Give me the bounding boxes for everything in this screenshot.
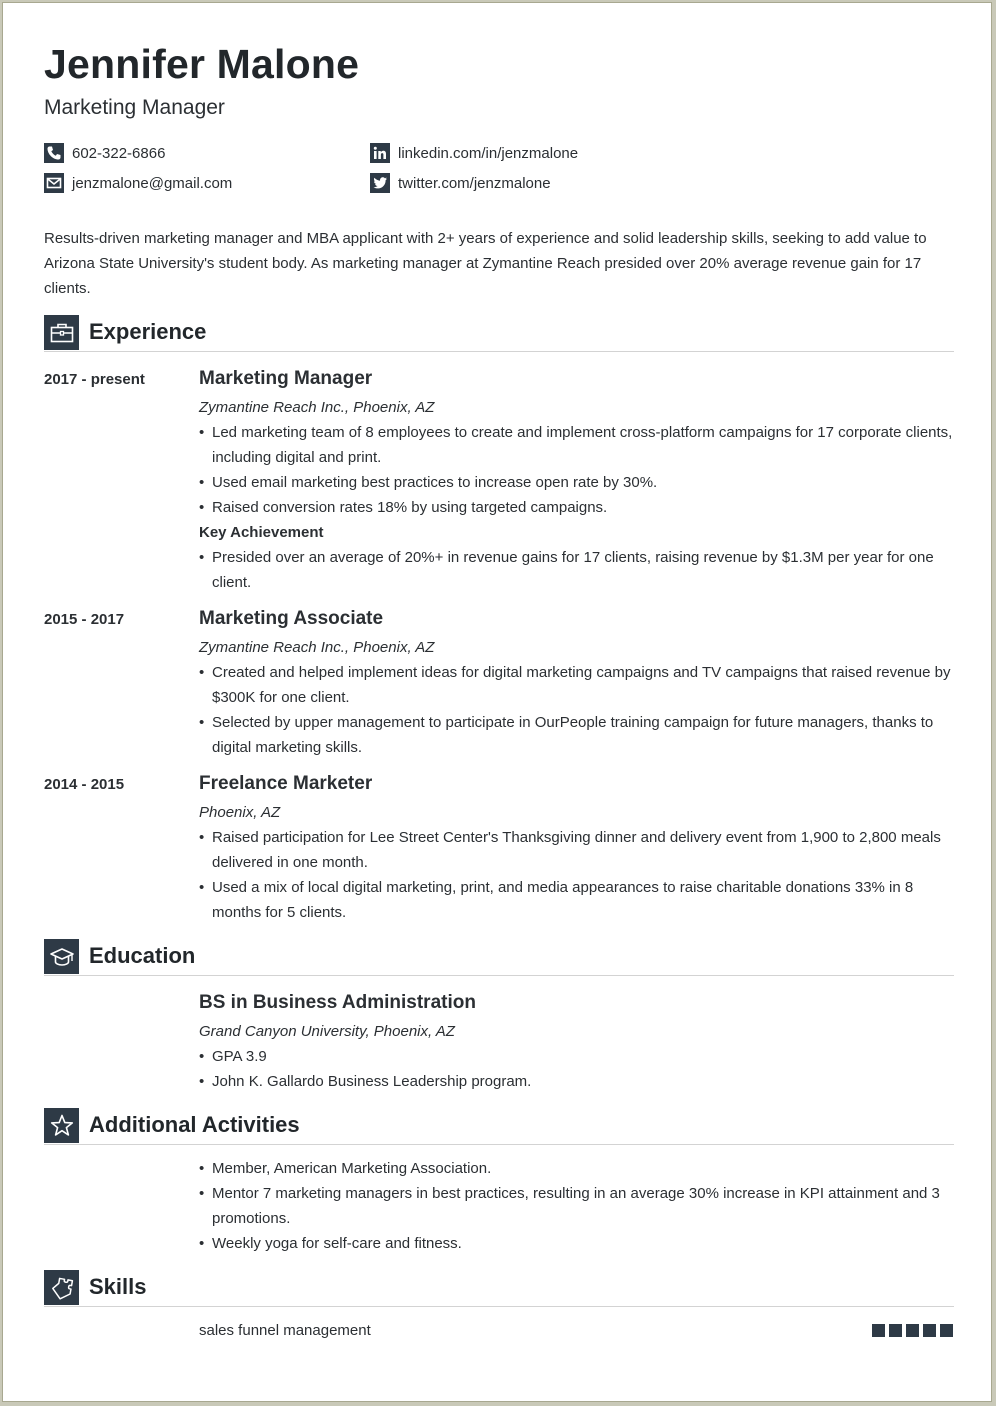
list-item: • Presided over an average of 20%+ in revenue gains for 17 clients, raising revenue by $1.3M per year for one client. bbox=[199, 545, 959, 595]
twitter-icon bbox=[370, 173, 390, 193]
skill-name: sales funnel management bbox=[199, 1322, 371, 1339]
skill-level-square bbox=[872, 1324, 885, 1337]
candidate-name: Jennifer Malone bbox=[44, 41, 360, 87]
list-item: • GPA 3.9 bbox=[199, 1044, 959, 1069]
list-item: • Raised conversion rates 18% by using targeted campaigns. bbox=[199, 495, 959, 520]
job-3-dates: 2014 - 2015 bbox=[44, 776, 125, 793]
contact-phone[interactable] bbox=[44, 142, 165, 164]
list-item: • Used a mix of local digital marketing, print, and media appearances to raise charitable donations 33% in 8 months for 5 clients. bbox=[199, 875, 959, 925]
education-section-header bbox=[44, 939, 954, 976]
list-item: • Led marketing team of 8 employees to create and implement cross-platform campaigns for 17 corporate clients, including digital and print. bbox=[199, 420, 959, 470]
puzzle-piece-icon bbox=[44, 1270, 79, 1305]
job-1-company: Zymantine Reach Inc., Phoenix, AZ bbox=[199, 399, 435, 416]
job-2-dates: 2015 - 2017 bbox=[44, 611, 125, 628]
skills-title: Skills bbox=[89, 1274, 147, 1299]
list-item: • Member, American Marketing Association. bbox=[199, 1156, 959, 1181]
job-2-title: Marketing Associate bbox=[199, 608, 384, 629]
linkedin-icon bbox=[370, 143, 390, 163]
skill-level-square bbox=[940, 1324, 953, 1337]
job-2-company: Zymantine Reach Inc., Phoenix, AZ bbox=[199, 639, 435, 656]
skill-level-square bbox=[889, 1324, 902, 1337]
star-icon bbox=[44, 1108, 79, 1143]
candidate-role: Marketing Manager bbox=[44, 96, 225, 119]
job-1-bullets bbox=[199, 420, 959, 520]
degree-title: BS in Business Administration bbox=[199, 992, 476, 1013]
envelope-icon bbox=[44, 173, 64, 193]
key-achievement-label: Key Achievement bbox=[199, 524, 324, 541]
list-item: • Used email marketing best practices to increase open rate by 30%. bbox=[199, 470, 959, 495]
education-bullets bbox=[199, 1044, 959, 1094]
job-2-bullets bbox=[199, 660, 959, 760]
email-text: jenzmalone@gmail.com bbox=[72, 174, 233, 192]
job-3-company: Phoenix, AZ bbox=[199, 804, 281, 821]
education-title: Education bbox=[89, 943, 196, 968]
school-name: Grand Canyon University, Phoenix, AZ bbox=[199, 1023, 455, 1040]
activities-title: Additional Activities bbox=[89, 1112, 300, 1137]
skill-level-meter bbox=[872, 1324, 957, 1337]
skill-level-square bbox=[906, 1324, 919, 1337]
twitter-text: twitter.com/jenzmalone bbox=[398, 174, 551, 192]
job-1-title: Marketing Manager bbox=[199, 368, 373, 389]
activities-section-header bbox=[44, 1108, 954, 1145]
contact-twitter[interactable] bbox=[370, 172, 551, 194]
list-item: • Created and helped implement ideas for digital marketing campaigns and TV campaigns that raised revenue by $300K for one client. bbox=[199, 660, 959, 710]
contact-email[interactable] bbox=[44, 172, 232, 194]
summary-text: Results-driven marketing manager and MBA applicant with 2+ years of experience and solid leadership skills, seeking to add value to Arizona State University's student body. As marketing manager at Zymantine Reach presided over 20% average revenue gain for 17 clients. bbox=[44, 230, 927, 297]
list-item: • Raised participation for Lee Street Center's Thanksgiving dinner and delivery event from 1,900 to 2,800 meals delivered in one month. bbox=[199, 825, 959, 875]
graduation-cap-icon bbox=[44, 939, 79, 974]
list-item: • Weekly yoga for self-care and fitness. bbox=[199, 1231, 959, 1256]
skill-level-square bbox=[923, 1324, 936, 1337]
linkedin-text: linkedin.com/in/jenzmalone bbox=[398, 144, 579, 162]
list-item: • Selected by upper management to participate in OurPeople training campaign for future managers, thanks to digital marketing skills. bbox=[199, 710, 959, 760]
job-1-dates: 2017 - present bbox=[44, 371, 145, 388]
job-3-bullets bbox=[199, 825, 959, 925]
experience-section-header bbox=[44, 315, 954, 352]
contact-linkedin[interactable] bbox=[370, 142, 578, 164]
activities-bullets bbox=[199, 1156, 959, 1256]
briefcase-icon bbox=[44, 315, 79, 350]
job-1-achievements bbox=[199, 545, 959, 595]
phone-icon bbox=[44, 143, 64, 163]
resume-page bbox=[2, 2, 992, 1402]
list-item: • John K. Gallardo Business Leadership program. bbox=[199, 1069, 959, 1094]
list-item: • Mentor 7 marketing managers in best practices, resulting in an average 30% increase in KPI attainment and 3 promotions. bbox=[199, 1181, 959, 1231]
experience-title: Experience bbox=[89, 319, 207, 344]
phone-text: 602-322-6866 bbox=[72, 144, 166, 162]
skills-section-header bbox=[44, 1270, 954, 1307]
job-3-title: Freelance Marketer bbox=[199, 773, 373, 794]
